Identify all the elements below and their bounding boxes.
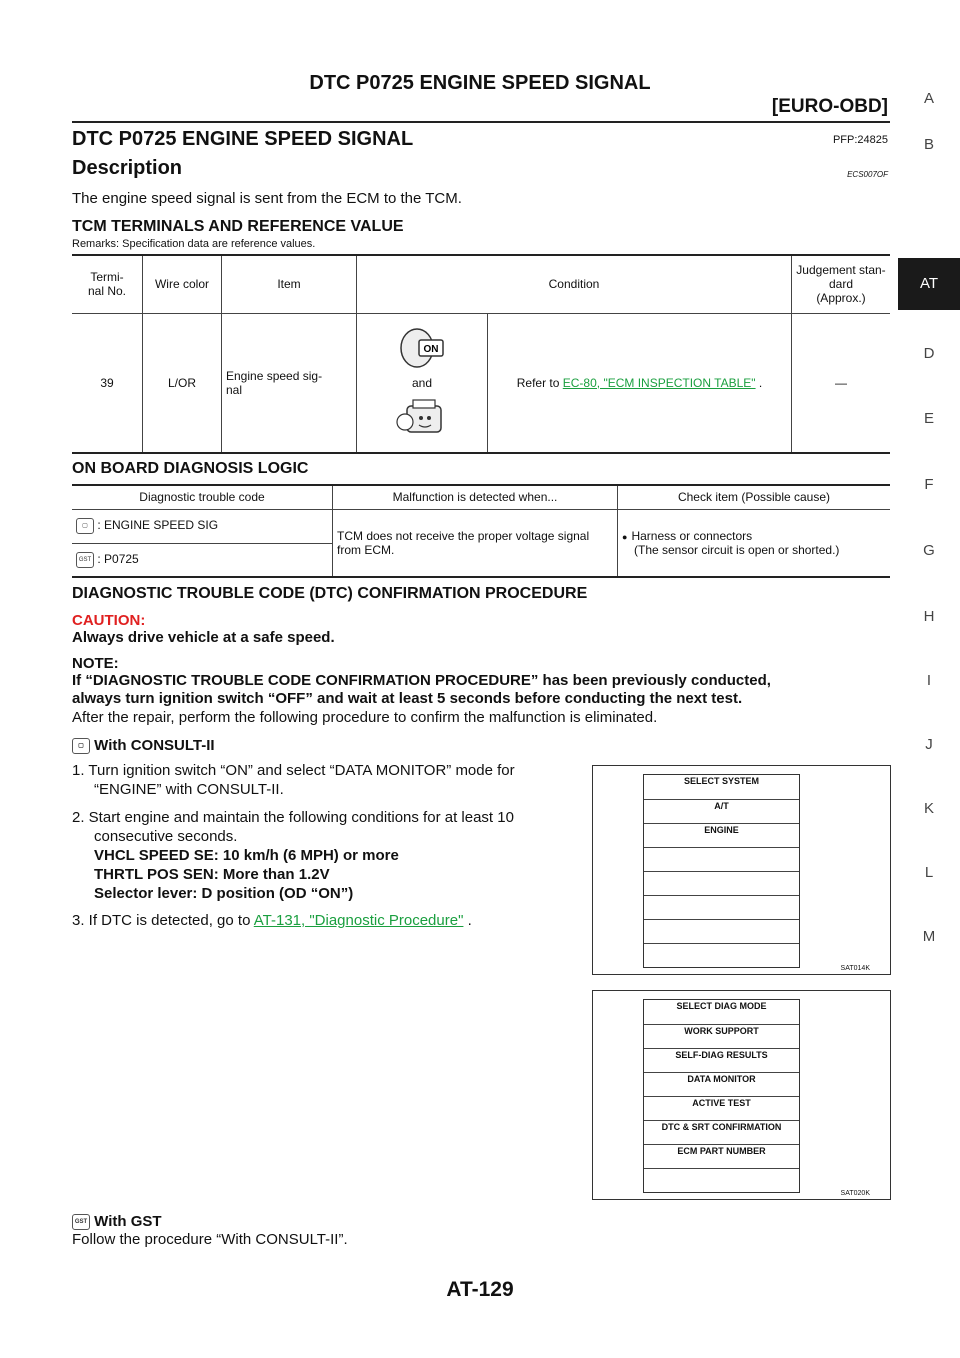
detected-text: TCM does not receive the proper voltage signal from ECM. xyxy=(333,509,618,577)
side-tab-i[interactable]: I xyxy=(926,672,932,689)
gst-procedure-text: Follow the procedure “With CONSULT-II”. xyxy=(72,1231,348,1248)
col-judgement: Judgement stan- dard (Approx.) xyxy=(796,263,886,306)
side-tab-l[interactable]: L xyxy=(924,864,934,881)
diagnostic-procedure-link[interactable]: AT-131, "Diagnostic Procedure" xyxy=(253,912,464,929)
dtc-consult-text: : ENGINE SPEED SIG xyxy=(97,518,219,533)
select-system-figure xyxy=(592,765,891,975)
step-1-line-2: “ENGINE” with CONSULT-II. xyxy=(94,781,284,798)
col-terminal: Termi- nal No. xyxy=(72,255,143,313)
page-number: AT-129 xyxy=(446,1278,514,1301)
step-3-suffix: . xyxy=(467,912,472,929)
engine-running-icon xyxy=(395,396,449,440)
screen-row: DATA MONITOR xyxy=(644,1072,799,1097)
step-1-line-1: 1. Turn ignition switch “ON” and select “DATA MONITOR” mode for xyxy=(72,762,515,779)
step-2-thrtl: THRTL POS SEN: More than 1.2V xyxy=(94,866,330,883)
col-detected: Malfunction is detected when... xyxy=(333,485,618,509)
screen-row: DTC & SRT CONFIRMATION xyxy=(644,1120,799,1145)
description-heading: Description xyxy=(72,157,183,179)
header-rule xyxy=(72,121,890,123)
dtc-gst-text: : P0725 xyxy=(97,551,139,566)
col-wire: Wire color xyxy=(143,255,222,313)
gst-icon: GST xyxy=(76,552,94,568)
note-label: NOTE: xyxy=(72,655,119,672)
side-tab-g[interactable]: G xyxy=(923,542,935,559)
select-diag-mode-screen xyxy=(643,999,800,1193)
refer-prefix: Refer to xyxy=(516,375,560,390)
terminal-value: 39 xyxy=(72,313,143,453)
item-value: Engine speed sig- nal xyxy=(222,313,357,453)
step-3 xyxy=(72,912,472,929)
with-gst-heading xyxy=(72,1213,162,1230)
screen-row: WORK SUPPORT xyxy=(644,1024,799,1049)
screen-row: SELF-DIAG RESULTS xyxy=(644,1048,799,1073)
side-tab-at[interactable]: AT xyxy=(898,258,960,310)
screen-row: SELECT DIAG MODE xyxy=(676,1001,767,1011)
step-2-selector: Selector lever: D position (OD “ON”) xyxy=(94,885,354,902)
ignition-key-icon xyxy=(397,326,447,370)
check-item-cell xyxy=(618,509,891,577)
col-condition: Condition xyxy=(357,255,792,313)
judgement-value: — xyxy=(835,375,847,390)
svg-text:ON: ON xyxy=(423,343,439,355)
side-tab-d[interactable]: D xyxy=(923,345,935,362)
page-header-subtitle: [EURO-OBD] xyxy=(771,96,888,117)
tcm-remarks: Remarks: Specification data are reference values. xyxy=(72,238,316,250)
obd-table xyxy=(72,484,890,578)
select-diag-mode-figure xyxy=(592,990,891,1200)
with-consult-heading xyxy=(72,737,215,754)
dtc-heading: DIAGNOSTIC TROUBLE CODE (DTC) CONFIRMATION PROCEDURE xyxy=(72,585,588,602)
consult-icon: ▢ xyxy=(76,518,94,534)
side-tab-a[interactable]: A xyxy=(923,90,934,107)
col-item: Item xyxy=(222,255,357,313)
note-text-1: If “DIAGNOSTIC TROUBLE CODE CONFIRMATION PROCEDURE” has been previously conducted, xyxy=(72,672,771,689)
page-header-title: DTC P0725 ENGINE SPEED SIGNAL xyxy=(309,72,651,94)
with-gst-text: With GST xyxy=(94,1213,162,1230)
wire-value: L/OR xyxy=(143,313,222,453)
check-item-1: ● Harness or connectors xyxy=(622,529,886,543)
col-dtc: Diagnostic trouble code xyxy=(72,485,333,509)
note-text-2: always turn ignition switch “OFF” and wait at least 5 seconds before conducting the next test. xyxy=(72,690,743,707)
screen-row xyxy=(644,895,799,920)
step-2-line-2: consecutive seconds. xyxy=(94,828,238,845)
screen-row xyxy=(644,1168,799,1193)
caution-text: Always drive vehicle at a safe speed. xyxy=(72,629,335,646)
pfp-code: PFP:24825 xyxy=(832,134,888,146)
screen-row: ECM PART NUMBER xyxy=(644,1144,799,1169)
side-tab-m[interactable]: M xyxy=(922,928,936,945)
description-text: The engine speed signal is sent from the ECM to the TCM. xyxy=(72,190,462,207)
side-tab-k[interactable]: K xyxy=(923,800,934,817)
section-title: DTC P0725 ENGINE SPEED SIGNAL xyxy=(72,128,414,150)
tcm-table xyxy=(72,254,890,454)
side-tab-f[interactable]: F xyxy=(924,476,934,493)
caution-label: CAUTION: xyxy=(72,612,146,629)
ecm-inspection-table-link[interactable]: EC-80, "ECM INSPECTION TABLE" xyxy=(562,375,756,390)
obd-heading: ON BOARD DIAGNOSIS LOGIC xyxy=(72,460,309,477)
dtc-consult-cell xyxy=(72,509,333,543)
screen-row: ENGINE xyxy=(644,823,799,848)
dtc-gst-cell xyxy=(72,543,333,577)
consult-icon: ▢ xyxy=(72,738,90,754)
select-system-screen xyxy=(643,774,800,968)
after-repair-text: After the repair, perform the following procedure to confirm the malfunction is eliminated. xyxy=(72,709,658,726)
side-tab-b[interactable]: B xyxy=(923,136,934,153)
description-code: ECS007OF xyxy=(847,170,888,179)
check-item-2: (The sensor circuit is open or shorted.) xyxy=(634,542,840,557)
step-2-vhcl: VHCL SPEED SE: 10 km/h (6 MPH) or more xyxy=(94,847,399,864)
side-tab-e[interactable]: E xyxy=(923,410,934,427)
refer-suffix: . xyxy=(758,375,763,390)
screen-row: SELECT SYSTEM xyxy=(683,776,759,786)
side-tab-j[interactable]: J xyxy=(925,736,933,753)
step-3-prefix: 3. If DTC is detected, go to xyxy=(72,912,251,929)
figure-code: SAT014K xyxy=(840,965,870,972)
tcm-heading: TCM TERMINALS AND REFERENCE VALUE xyxy=(72,218,404,235)
screen-row xyxy=(644,943,799,968)
screen-row: ACTIVE TEST xyxy=(644,1096,799,1121)
screen-row: A/T xyxy=(644,799,799,824)
col-check-item: Check item (Possible cause) xyxy=(677,490,831,505)
and-text: and xyxy=(411,375,433,390)
gst-icon: GST xyxy=(72,1214,90,1230)
step-2-line-1: 2. Start engine and maintain the following conditions for at least 10 xyxy=(72,809,514,826)
screen-row xyxy=(644,919,799,944)
screen-row xyxy=(644,847,799,872)
side-tab-h[interactable]: H xyxy=(923,608,935,625)
with-consult-text: With CONSULT-II xyxy=(94,737,215,754)
condition-cell xyxy=(357,313,792,453)
figure-code: SAT020K xyxy=(840,1190,870,1197)
screen-row xyxy=(644,871,799,896)
